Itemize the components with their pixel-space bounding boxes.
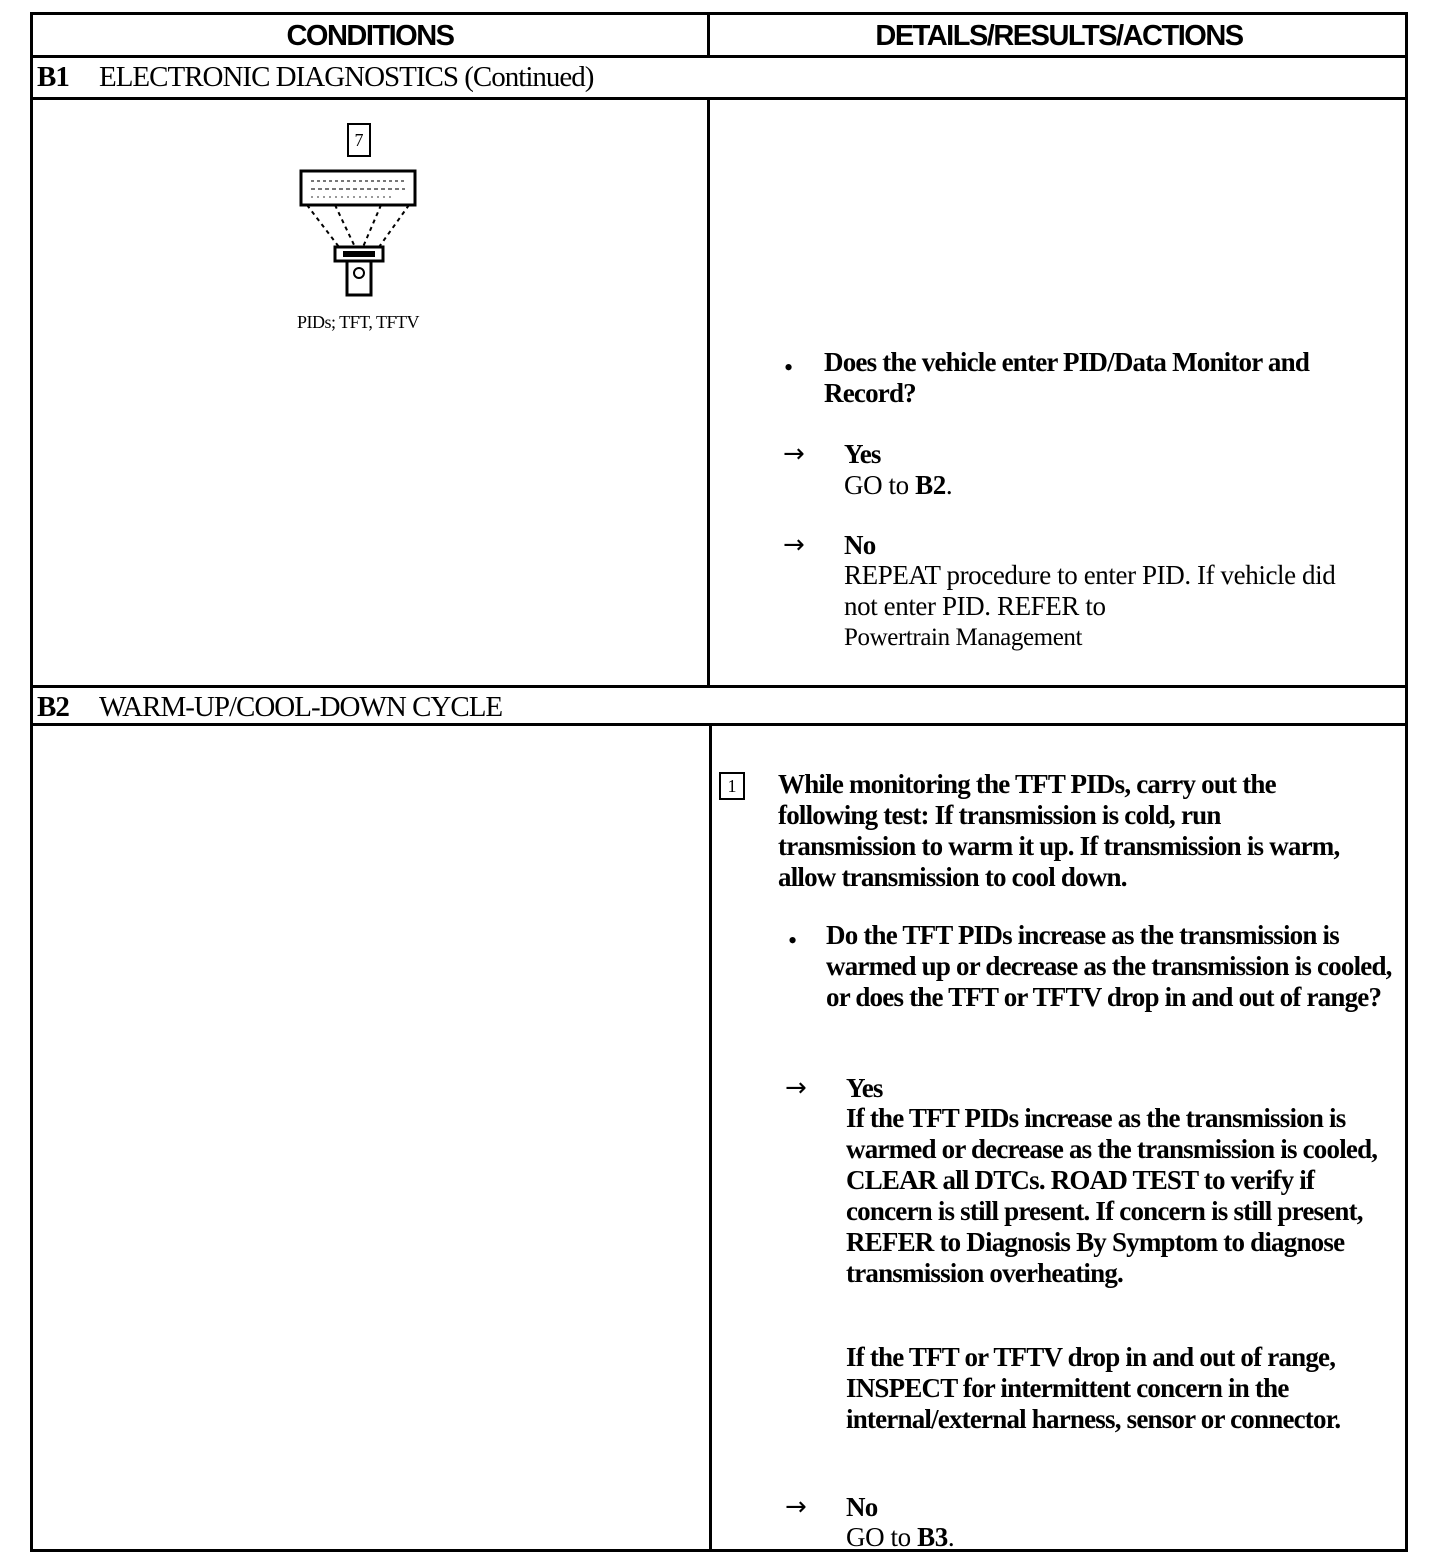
b1-yes-action-end: . xyxy=(945,470,953,500)
b1-yes-action-target: B2 xyxy=(915,470,946,500)
b2-bullet: • xyxy=(788,926,798,955)
b1-no-action: REPEAT procedure to enter PID. If vehicle did not enter PID. REFER to xyxy=(844,560,1336,621)
column-divider-top xyxy=(707,15,710,55)
b2-step-text: While monitoring the TFT PIDs, carry out the following test: If transmission is cold, run transmission to warm it up. If transmission is warm, allow transmission to cool down. xyxy=(778,769,1340,892)
details-column-header: DETAILS/RESULTS/ACTIONS xyxy=(875,20,1243,52)
b2-step-number: 1 xyxy=(719,772,745,800)
b2-no-action xyxy=(846,1522,954,1553)
b1-yes-label: Yes xyxy=(844,439,881,469)
b2-section-heading xyxy=(33,687,1405,725)
conditions-column-header: CONDITIONS xyxy=(286,20,454,52)
b1-figure-caption: PIDs; TFT, TFTV xyxy=(296,312,420,332)
column-divider-b1 xyxy=(707,97,710,685)
b2-yes-arrow-icon: → xyxy=(785,1073,807,1103)
b2-code: B2 xyxy=(37,691,69,723)
column-divider-b2 xyxy=(709,723,712,1549)
b2-yes-action-2: If the TFT or TFTV drop in and out of range, INSPECT for intermittent concern in the internal/external harness, sensor or connector. xyxy=(846,1342,1341,1434)
b2-title: WARM-UP/COOL-DOWN CYCLE xyxy=(99,691,503,723)
b2-no-label: No xyxy=(846,1492,878,1522)
b1-question: Does the vehicle enter PID/Data Monitor and Record? xyxy=(824,347,1310,408)
b1-bullet: • xyxy=(784,353,794,382)
b1-yes-action-text: GO to xyxy=(844,470,916,500)
b1-title: ELECTRONIC DIAGNOSTICS (Continued) xyxy=(99,61,594,93)
b1-section-heading xyxy=(33,57,1405,95)
b2-no-action-target: B3 xyxy=(917,1522,948,1552)
b1-heading-divider xyxy=(33,97,1405,100)
b1-no-arrow-icon: → xyxy=(783,530,805,560)
diagnostic-table xyxy=(30,12,1408,1552)
b2-no-arrow-icon: → xyxy=(785,1492,807,1522)
scan-tool-connector-icon xyxy=(295,167,423,299)
b2-question: Do the TFT PIDs increase as the transmission is warmed up or decrease as the transmission is cooled, or does the TFT or TFTV drop in and out of range? xyxy=(826,920,1392,1012)
b1-code: B1 xyxy=(37,61,69,93)
b1-no-label: No xyxy=(844,530,876,560)
b2-no-action-text: GO to xyxy=(846,1522,918,1552)
b1-yes-arrow-icon: → xyxy=(783,439,805,469)
b2-yes-label: Yes xyxy=(846,1073,883,1103)
b2-no-action-end: . xyxy=(947,1522,955,1552)
b1-no-reference: Powertrain Management xyxy=(844,624,1083,651)
b1-yes-action xyxy=(844,470,952,501)
b1-figure-step-number: 7 xyxy=(347,123,371,157)
b2-yes-action-1: If the TFT PIDs increase as the transmission is warmed or decrease as the transmission is cooled, CLEAR all DTCs. ROAD TEST to verify if concern is still present. If concern is still present, REFER to Diagnosis By Symptom to diagnose transmission overheating. xyxy=(846,1103,1378,1288)
